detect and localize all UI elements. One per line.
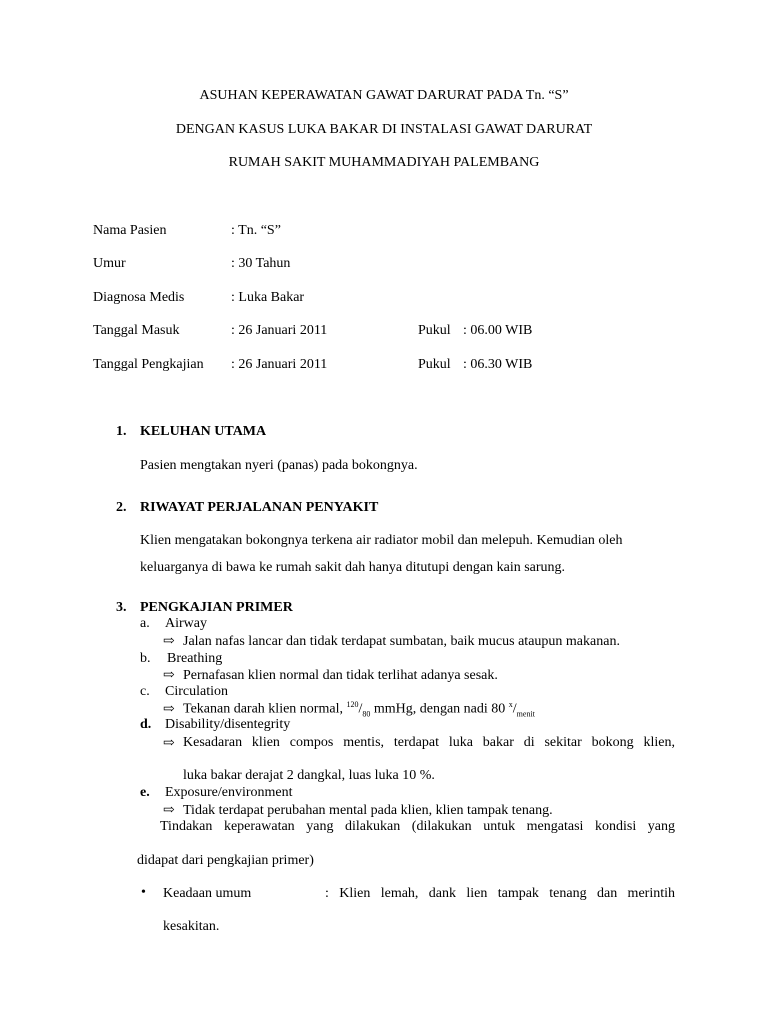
tanggal-masuk-label: Tanggal Masuk	[93, 323, 180, 338]
exposure-item	[163, 802, 553, 819]
pengkajian-pukul-label: Pukul	[418, 357, 451, 372]
airway-item	[163, 633, 620, 650]
disability-label: Disability/disentegrity	[165, 717, 291, 732]
fraction-slash: /	[512, 701, 517, 717]
section-3-heading: PENGKAJIAN PRIMER	[140, 600, 293, 615]
exposure-letter: e.	[140, 785, 150, 800]
breathing-letter: b.	[140, 651, 151, 666]
tindakan-text-line-2: didapat dari pengkajian primer)	[137, 853, 314, 868]
arrow-right-icon: ⇨	[163, 736, 175, 751]
tanggal-pengkajian-value: : 26 Januari 2011	[231, 357, 328, 372]
keadaan-umum-label: Keadaan umum	[163, 886, 252, 901]
circulation-label: Circulation	[165, 684, 228, 699]
systolic-value: 120	[346, 700, 359, 709]
umur-value: : 30 Tahun	[231, 256, 291, 271]
section-2-number: 2.	[116, 500, 127, 515]
breathing-label: Breathing	[167, 651, 223, 666]
tanggal-masuk-value: : 26 Januari 2011	[231, 323, 328, 338]
breathing-item	[163, 667, 498, 684]
tindakan-text-line-1: Tindakan keperawatan yang dilakukan (dilakukan untuk mengatasi kondisi yang	[160, 819, 675, 834]
document-title-line-1: ASUHAN KEPERAWATAN GAWAT DARURAT PADA Tn. “S”	[199, 88, 569, 103]
section-2-text-line-1: Klien mengatakan bokongnya terkena air radiator mobil dan melepuh. Kemudian oleh	[140, 533, 623, 548]
circulation-text-part-2: mmHg, dengan nadi 80	[370, 701, 509, 717]
umur-label: Umur	[93, 256, 126, 271]
section-1-text: Pasien mengtakan nyeri (panas) pada bokongnya.	[140, 458, 418, 473]
section-3-number: 3.	[116, 600, 127, 615]
diagnosa-label: Diagnosa Medis	[93, 290, 185, 305]
masuk-pukul-value: : 06.00 WIB	[463, 323, 533, 338]
circulation-item	[163, 700, 535, 718]
nama-label: Nama Pasien	[93, 223, 167, 238]
document-title-line-3: RUMAH SAKIT MUHAMMADIYAH PALEMBANG	[228, 155, 540, 170]
diastolic-value: 80	[362, 709, 371, 719]
masuk-pukul-label: Pukul	[418, 323, 451, 338]
exposure-text: Tidak terdapat perubahan mental pada klien, klien tampak tenang.	[183, 803, 553, 818]
keadaan-umum-text-line-1: : Klien lemah, dank lien tampak tenang dan merintih	[325, 886, 675, 901]
diagnosa-value: : Luka Bakar	[231, 290, 305, 305]
airway-letter: a.	[140, 616, 150, 631]
breathing-text: Pernafasan klien normal dan tidak terlihat adanya sesak.	[183, 668, 498, 683]
disability-text-line-1: Kesadaran klien compos mentis, terdapat luka bakar di sekitar bokong klien,	[183, 735, 675, 750]
disability-letter: d.	[140, 717, 152, 732]
arrow-right-icon: ⇨	[163, 701, 175, 717]
fraction-slash: /	[358, 701, 363, 717]
section-1-heading: KELUHAN UTAMA	[140, 424, 267, 439]
airway-text: Jalan nafas lancar dan tidak terdapat sumbatan, baik mucus ataupun makanan.	[183, 634, 620, 649]
document-title-line-2: DENGAN KASUS LUKA BAKAR DI INSTALASI GAWAT DARURAT	[175, 122, 593, 137]
arrow-right-icon: ⇨	[163, 634, 175, 649]
section-2-text-line-2: keluarganya di bawa ke rumah sakit dah hanya ditutupi dengan kain sarung.	[140, 560, 566, 575]
bullet-icon: •	[141, 885, 146, 900]
nama-value: : Tn. “S”	[231, 223, 281, 238]
tanggal-pengkajian-label: Tanggal Pengkajian	[93, 357, 204, 372]
pengkajian-pukul-value: : 06.30 WIB	[463, 357, 533, 372]
arrow-right-icon: ⇨	[163, 668, 175, 683]
pulse-unit-numerator: x	[508, 700, 513, 709]
exposure-label: Exposure/environment	[165, 785, 293, 800]
airway-label: Airway	[165, 616, 207, 631]
circulation-letter: c.	[140, 684, 150, 699]
section-1-number: 1.	[116, 424, 127, 439]
section-2-heading: RIWAYAT PERJALANAN PENYAKIT	[140, 500, 379, 515]
keadaan-umum-text-line-2: kesakitan.	[163, 919, 220, 934]
pulse-unit-denominator: menit	[516, 709, 535, 719]
circulation-text-part-1: Tekanan darah klien normal,	[183, 701, 347, 717]
arrow-right-icon: ⇨	[163, 803, 175, 818]
disability-text-line-2: luka bakar derajat 2 dangkal, luas luka 10 %.	[183, 768, 435, 783]
